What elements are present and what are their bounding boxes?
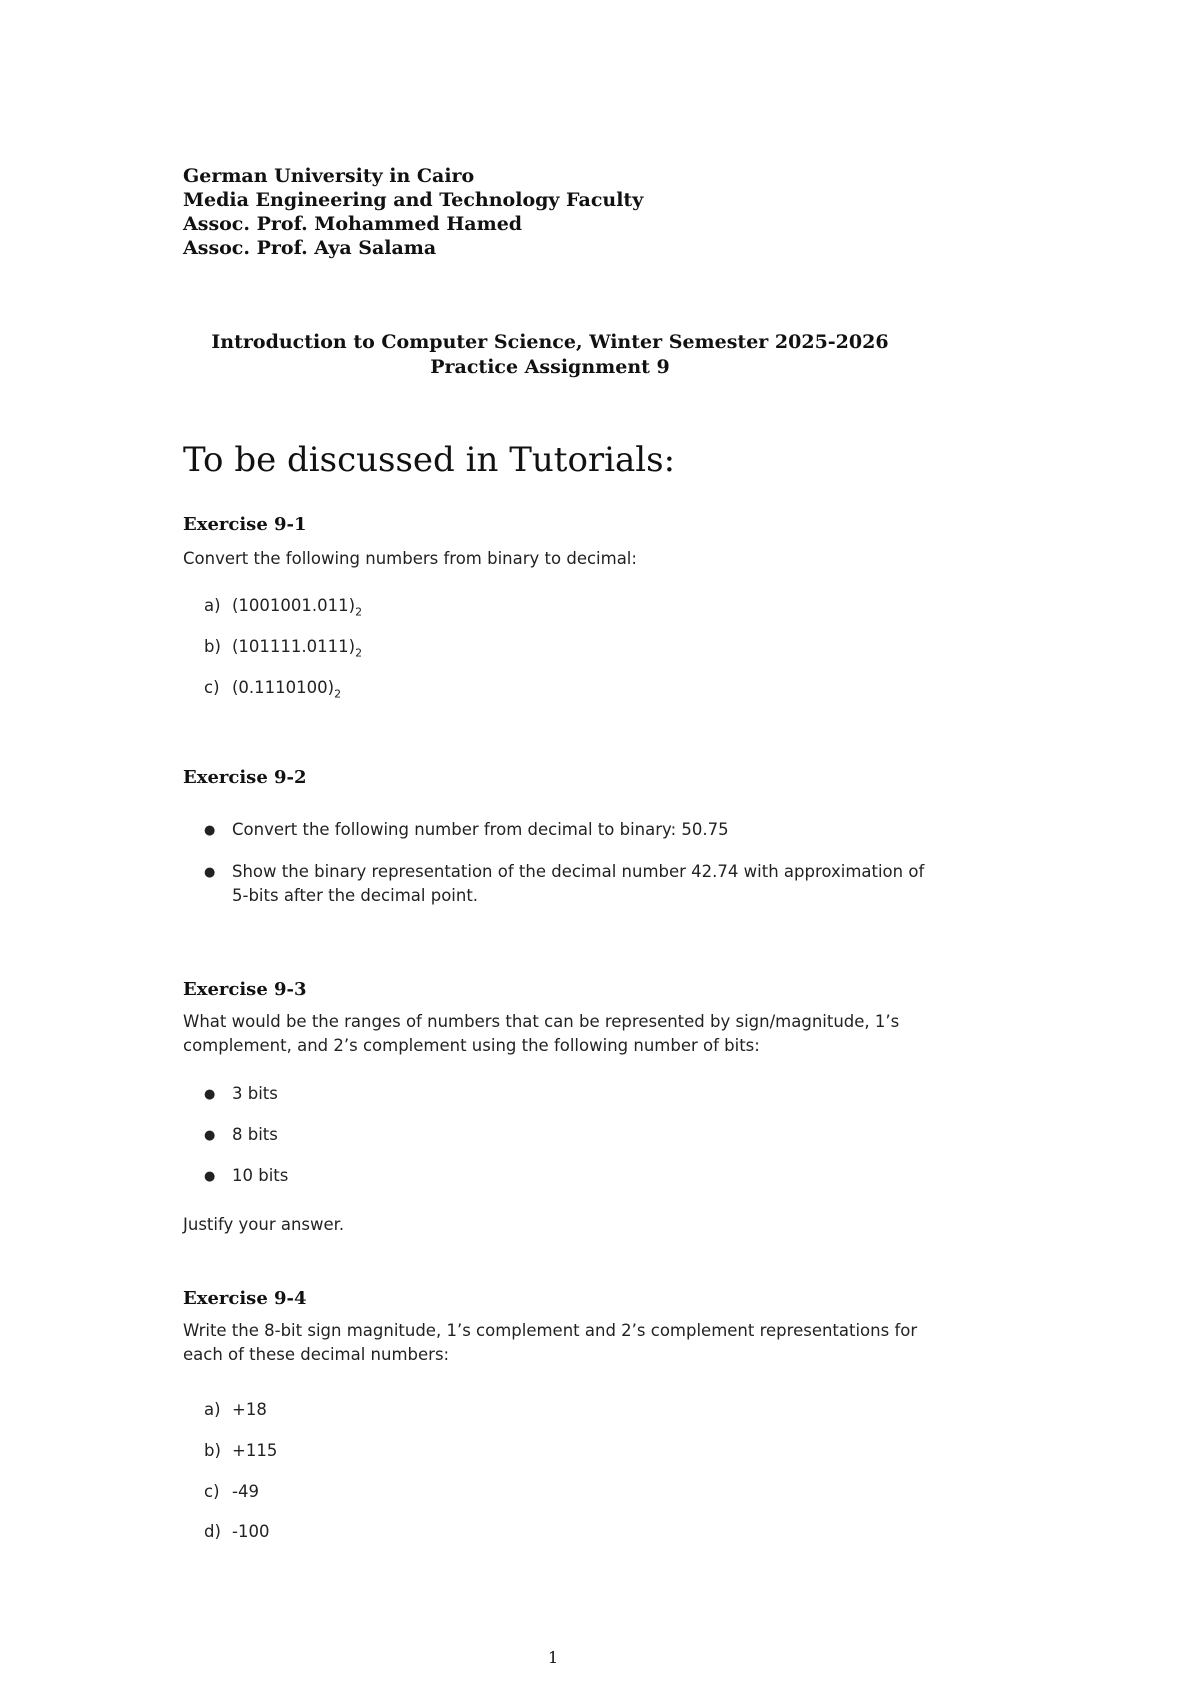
list-item: [204, 1439, 277, 1463]
faculty-name: Media Engineering and Technology Faculty: [183, 189, 644, 211]
binary-value: (1001001.011): [232, 596, 356, 615]
item-label: d): [204, 1522, 221, 1541]
bullet-icon: ●: [204, 1128, 216, 1143]
item-text: 10 bits: [232, 1166, 289, 1185]
assignment-title: Practice Assignment 9: [430, 356, 670, 378]
list-item: [204, 635, 362, 665]
binary-value: (101111.0111): [232, 637, 356, 656]
page-number: 1: [548, 1648, 559, 1667]
item-value: +18: [232, 1400, 267, 1419]
item-text: Convert the following number from decimal to binary: 50.75: [232, 820, 729, 839]
exercise-9-3-prompt: What would be the ranges of numbers that can be represented by sign/magnitude, 1’s complement, and 2’s complement using the following number of bits:: [183, 1012, 900, 1055]
list-item: [204, 818, 729, 843]
binary-value: (0.1110100): [232, 678, 335, 697]
item-value: -100: [232, 1522, 270, 1541]
item-text: 3 bits: [232, 1084, 278, 1103]
list-item: [204, 1398, 267, 1422]
base-subscript: 2: [355, 605, 363, 619]
list-item: [204, 1082, 278, 1107]
item-label: b): [204, 637, 221, 656]
item-value: -49: [232, 1482, 259, 1501]
list-item: [204, 1480, 259, 1504]
bullet-icon: ●: [204, 1169, 216, 1184]
exercise-9-3-footer: Justify your answer.: [183, 1215, 345, 1234]
item-label: a): [204, 596, 221, 615]
item-text: Show the binary representation of the decimal number 42.74 with approximation of 5-bits after the decimal point.: [232, 862, 925, 905]
bullet-icon: ●: [204, 865, 216, 880]
base-subscript: 2: [334, 687, 342, 701]
list-item: [204, 1520, 269, 1544]
item-value: +115: [232, 1441, 278, 1460]
exercise-9-3-title: Exercise 9-3: [183, 979, 307, 1000]
list-item: [204, 860, 934, 908]
exercise-9-4-prompt: Write the 8-bit sign magnitude, 1’s complement and 2’s complement representations for each of these decimal numbers:: [183, 1321, 918, 1364]
item-label: a): [204, 1400, 221, 1419]
list-item: [204, 594, 362, 624]
professor-1: Assoc. Prof. Mohammed Hamed: [183, 213, 523, 235]
item-label: b): [204, 1441, 221, 1460]
exercise-9-1-prompt: Convert the following numbers from binary to decimal:: [183, 549, 637, 568]
item-text: 8 bits: [232, 1125, 278, 1144]
bullet-icon: ●: [204, 823, 216, 838]
bullet-icon: ●: [204, 1087, 216, 1102]
course-title: Introduction to Computer Science, Winter Semester 2025-2026: [211, 331, 889, 353]
list-item: [204, 1164, 288, 1189]
base-subscript: 2: [355, 646, 363, 660]
item-label: c): [204, 678, 220, 697]
exercise-9-1-title: Exercise 9-1: [183, 514, 307, 535]
exercise-9-2-title: Exercise 9-2: [183, 767, 307, 788]
list-item: [204, 1123, 278, 1148]
item-label: c): [204, 1482, 220, 1501]
university-name: German University in Cairo: [183, 165, 475, 187]
professor-2: Assoc. Prof. Aya Salama: [183, 237, 437, 259]
exercise-9-4-title: Exercise 9-4: [183, 1288, 307, 1309]
list-item: [204, 676, 341, 706]
section-heading: To be discussed in Tutorials:: [183, 440, 676, 480]
